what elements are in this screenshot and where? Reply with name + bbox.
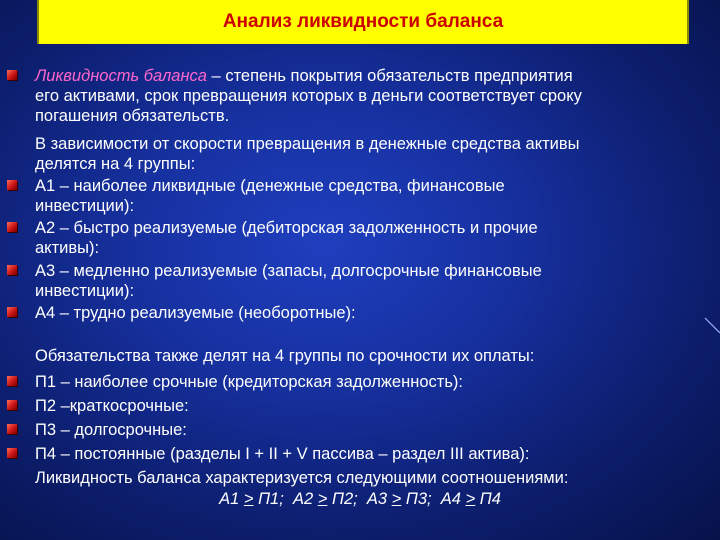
asset-item-a1: А1 – наиболее ликвидные (денежные средства, финансовые bbox=[35, 177, 505, 195]
bullet-icon bbox=[7, 70, 17, 80]
definition-line-3: погашения обязательств. bbox=[35, 107, 230, 125]
liabilities-intro: Обязательства также делят на 4 группы по срочности их оплаты: bbox=[35, 347, 535, 365]
bullet-icon bbox=[7, 222, 17, 232]
asset-item-a2: А2 – быстро реализуемые (дебиторская задолженность и прочие bbox=[35, 219, 538, 237]
formula-term-3: А3 > П3; bbox=[366, 490, 432, 508]
bullet-icon bbox=[7, 180, 17, 190]
bullet-icon bbox=[7, 448, 17, 458]
asset-item-a2-cont: активы): bbox=[35, 239, 100, 257]
asset-item-a3-cont: инвестиции): bbox=[35, 282, 135, 300]
assets-intro-line-2: делятся на 4 группы: bbox=[35, 155, 196, 173]
asset-item-a3: А3 – медленно реализуемые (запасы, долгосрочные финансовые bbox=[35, 262, 542, 280]
bullet-icon bbox=[7, 424, 17, 434]
formula-term-4: А4 > П4 bbox=[440, 490, 501, 508]
bullet-icon bbox=[7, 265, 17, 275]
liquidity-formula bbox=[0, 490, 720, 509]
liability-item-p4: П4 – постоянные (разделы I + II + V пассива – раздел III актива): bbox=[35, 445, 530, 463]
asset-item-a4: А4 – трудно реализуемые (необоротные): bbox=[35, 304, 356, 322]
bullet-icon bbox=[7, 307, 17, 317]
liability-item-p3: П3 – долгосрочные: bbox=[35, 421, 187, 439]
bullet-icon bbox=[7, 400, 17, 410]
asset-item-a1-cont: инвестиции): bbox=[35, 197, 135, 215]
formula-term-2: А2 > П2; bbox=[292, 490, 358, 508]
slide-title: Анализ ликвидности баланса bbox=[37, 0, 689, 44]
liability-item-p1: П1 – наиболее срочные (кредиторская задолженность): bbox=[35, 373, 463, 391]
liability-item-p2: П2 –краткосрочные: bbox=[35, 397, 189, 415]
assets-intro-line-1: В зависимости от скорости превращения в денежные средства активы bbox=[35, 135, 580, 153]
definition-text: – степень покрытия обязательств предприятия bbox=[206, 67, 573, 85]
conclusion-text: Ликвидность баланса характеризуется следующими соотношениями: bbox=[35, 469, 569, 487]
definition-line-2: его активами, срок превращения которых в деньги соответствует сроку bbox=[35, 87, 582, 105]
definition-line-1 bbox=[35, 66, 573, 86]
formula-term-1: А1 > П1; bbox=[219, 490, 284, 508]
definition-term: Ликвидность баланса bbox=[35, 67, 207, 85]
bullet-icon bbox=[7, 376, 17, 386]
